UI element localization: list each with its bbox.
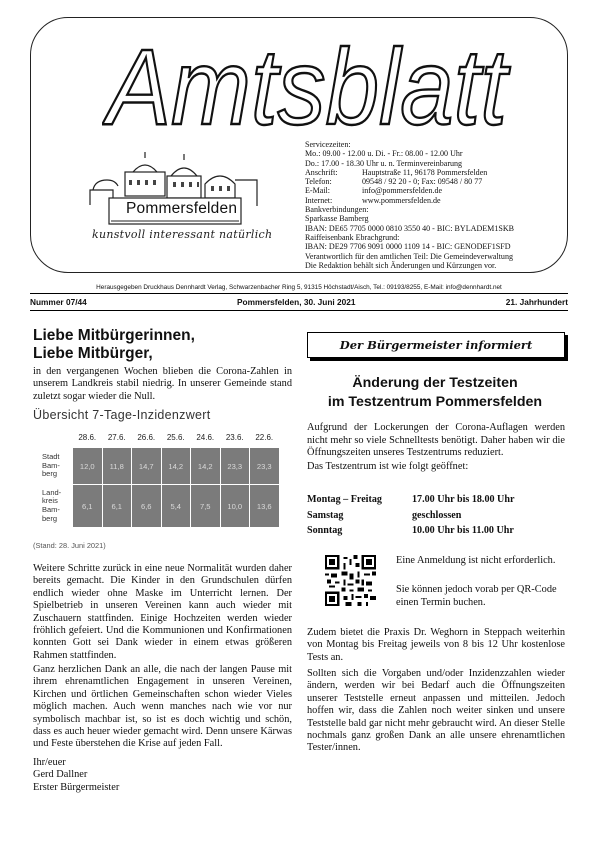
- row-label: Land- kreis Bam- berg: [40, 485, 73, 528]
- date-header: 25.6.: [161, 427, 191, 448]
- issue-date: Pommersfelden, 30. Juni 2021: [236, 297, 356, 307]
- masthead-title-text: Amtsblatt: [102, 28, 511, 140]
- praxis-paragraph: Zudem bietet die Praxis Dr. Weghorn in Steppach weiterhin von Montag bis Freitag jeweils von 8 bis 12 Uhr kostenlose Tests an.: [307, 627, 565, 663]
- signature-salutation: Ihr/euer: [33, 757, 66, 768]
- table-cell: 6,6: [132, 485, 162, 528]
- divider: [30, 310, 568, 311]
- table-cell: 13,6: [250, 485, 280, 528]
- table-row: [40, 448, 280, 485]
- table-cell: 5,4: [161, 485, 191, 528]
- thanks-paragraph: Ganz herzlichen Dank an alle, die nach der langen Pause mit ihrem ehrenamtlichen Engagement in unseren Vereinen, Kirchen und örtlichen Gemeinschaften schon wieder Vieles möglich machen. Auch wenn manches nach wie vor nur symbolisch machbar ist, so ist es doch wichtig und schön, dass es auch heuer wieder gemacht wird. Denn unsere Kärwas und Feste überstehen die Krise auf jeden Fall.: [33, 664, 292, 750]
- greeting: [33, 327, 195, 362]
- date-header: 24.6.: [191, 427, 221, 448]
- service-hours-2: Do.: 17.00 - 18.30 Uhr u. n. Terminvereinbarung: [305, 158, 463, 168]
- service-address: Anschrift: Hauptstraße 11, 96178 Pommersfelden: [305, 167, 488, 177]
- table-cell: 23,3: [220, 448, 250, 485]
- incidence-overview: [33, 408, 292, 554]
- table-cell: 23,3: [250, 448, 280, 485]
- rules-paragraph: Sollten sich die Vorgaben und/oder Inzidenzzahlen wieder ändern, werden wir bei Bedarf auch die Öffnungszeiten unserer Teststelle erneut anpassen und mitteilen. Jedoch hoffen wir, dass die Zahlen noch weiter sinken und unsere Teststelle bald gar nicht mehr gebraucht wird. An dieser Stelle nochmals ganz großen Dank an alle unsere ehrenamtlichen Tester/innen.: [307, 668, 565, 754]
- bank-2-iban: IBAN: DE29 7706 9091 0000 1109 14 - BIC: GENODEF1SFD: [305, 242, 511, 252]
- table-cell: 7,5: [191, 485, 221, 528]
- service-hours-1: Mo.: 09.00 - 12.00 u. Di. - Fr.: 08.00 - 12.00 Uhr: [305, 149, 463, 159]
- date-header: 23.6.: [220, 427, 250, 448]
- schedule-day: Sonntag: [307, 525, 343, 537]
- headline-line-2: im Testzentrum Pommersfelden: [327, 393, 543, 410]
- issue-bar: [30, 297, 568, 307]
- date-header: 26.6.: [132, 427, 162, 448]
- qr-code-icon[interactable]: [325, 555, 376, 606]
- table-cell: 6,1: [73, 485, 103, 528]
- service-phone: Telefon: 09548 / 92 20 - 0; Fax: 09548 / 80 77: [305, 177, 483, 187]
- responsibility-line-2: Die Redaktion behält sich Änderungen und Kürzungen vor.: [305, 260, 497, 270]
- date-header: 27.6.: [102, 427, 132, 448]
- incidence-table: [39, 426, 280, 528]
- normality-paragraph: Weitere Schritte zurück in eine neue Normalität wurden daher bereits gemacht. Die Kinder in den Grundschulen dürfen endlich wieder ohne Maske im Unterricht lernen. Der Spielbetrieb in unseren Vereinen kann auch wieder mit Zuschauern stattfinden. Einige Hochzeiten werden wieder fröhlich gefeiert. Und die Kommunionen und Konfirmationen konnten Gott sei Dank wieder in einem etwas größeren Rahmen stattfinden.: [33, 563, 292, 661]
- schedule-day: Montag – Freitag: [307, 494, 382, 506]
- schedule-day: Samstag: [307, 509, 344, 521]
- incidence-title: Übersicht 7-Tage-Inzidenzwert: [33, 408, 211, 422]
- qr-note-booking: Sie können jedoch vorab per QR-Code einen Termin buchen.: [396, 584, 557, 608]
- table-corner: [40, 427, 73, 448]
- date-header: 22.6.: [250, 427, 280, 448]
- mayor-informs-box: Der Bürgermeister informiert: [307, 332, 565, 358]
- bank-2-name: Raiffeisenbank Ebrachgrund:: [305, 232, 400, 242]
- service-heading: Servicezeiten:: [305, 140, 351, 149]
- change-paragraph: Aufgrund der Lockerungen der Corona-Auflagen werden nicht mehr so viele Schnelltests benötigt. Daher haben wir die Öffnungszeiten unseres Testzentrums reduziert.: [307, 422, 565, 458]
- incidence-source: (Stand: 28. Juni 2021): [33, 541, 106, 550]
- divider: [30, 293, 568, 294]
- table-cell: 12,0: [73, 448, 103, 485]
- bank-heading: Bankverbindungen:: [305, 205, 369, 215]
- headline-line-1: Änderung der Testzeiten: [352, 375, 518, 391]
- service-info: [305, 140, 567, 270]
- table-row: [307, 492, 514, 508]
- center-open-line: Das Testzentrum ist wie folgt geöffnet:: [307, 461, 469, 472]
- table-cell: 6,1: [102, 485, 132, 528]
- date-header: 28.6.: [73, 427, 103, 448]
- table-cell: 11,8: [102, 448, 132, 485]
- qr-note-no-registration: Eine Anmeldung ist nicht erforderlich.: [396, 555, 556, 566]
- signature-block: [33, 757, 119, 794]
- bank-1-iban: IBAN: DE65 7705 0000 0810 3550 40 - BIC: BYLADEM1SKB: [305, 223, 514, 233]
- logo-slogan: kunstvoll interessant natürlich: [92, 228, 273, 241]
- intro-paragraph: in den vergangenen Wochen blieben die Corona-Zahlen in unserem Landkreis stabil niedrig. In unserer Gemeinde stand zuletzt sogar wieder die Null.: [33, 366, 292, 402]
- service-website[interactable]: Internet: www.pommersfelden.de: [305, 195, 441, 205]
- row-label: Stadt Bam- berg: [40, 448, 73, 485]
- masthead-title: [102, 28, 512, 140]
- opening-hours-table: [307, 492, 514, 539]
- greeting-line-1: Liebe Mitbürgerinnen,: [33, 327, 195, 344]
- issue-number: Nummer 07/44: [30, 297, 87, 307]
- schedule-time: geschlossen: [412, 509, 462, 521]
- schedule-time: 10.00 Uhr bis 11.00 Uhr: [412, 525, 514, 537]
- signature-name: Gerd Dallner: [33, 769, 88, 781]
- responsibility-line-1: Verantwortlich für den amtlichen Teil: Die Gemeindeverwaltung: [305, 251, 513, 261]
- table-row: [307, 508, 514, 524]
- article-headline: [306, 374, 564, 411]
- signature-role: Erster Bürgermeister: [33, 781, 120, 793]
- issue-century: 21. Jahrhundert: [505, 297, 568, 307]
- table-cell: 14,7: [132, 448, 162, 485]
- schedule-time: 17.00 Uhr bis 18.00 Uhr: [412, 494, 515, 506]
- table-cell: 10,0: [220, 485, 250, 528]
- table-row: [307, 523, 514, 539]
- bank-1-name: Sparkasse Bamberg: [305, 214, 369, 224]
- service-email[interactable]: E-Mail: info@pommersfelden.de: [305, 186, 443, 196]
- publisher-line: Herausgegeben Druckhaus Dennhardt Verlag, Schwarzenbacher Ring 5, 91315 Höchstadt/Aisch, Tel.: 09193/8255, E-Mail: info@dennhardt.net: [96, 284, 502, 291]
- table-cell: 14,2: [191, 448, 221, 485]
- table-row: [40, 485, 280, 528]
- table-cell: 14,2: [161, 448, 191, 485]
- greeting-line-2: Liebe Mitbürger,: [33, 344, 153, 362]
- logo-wordmark: Pommersfelden: [126, 200, 238, 217]
